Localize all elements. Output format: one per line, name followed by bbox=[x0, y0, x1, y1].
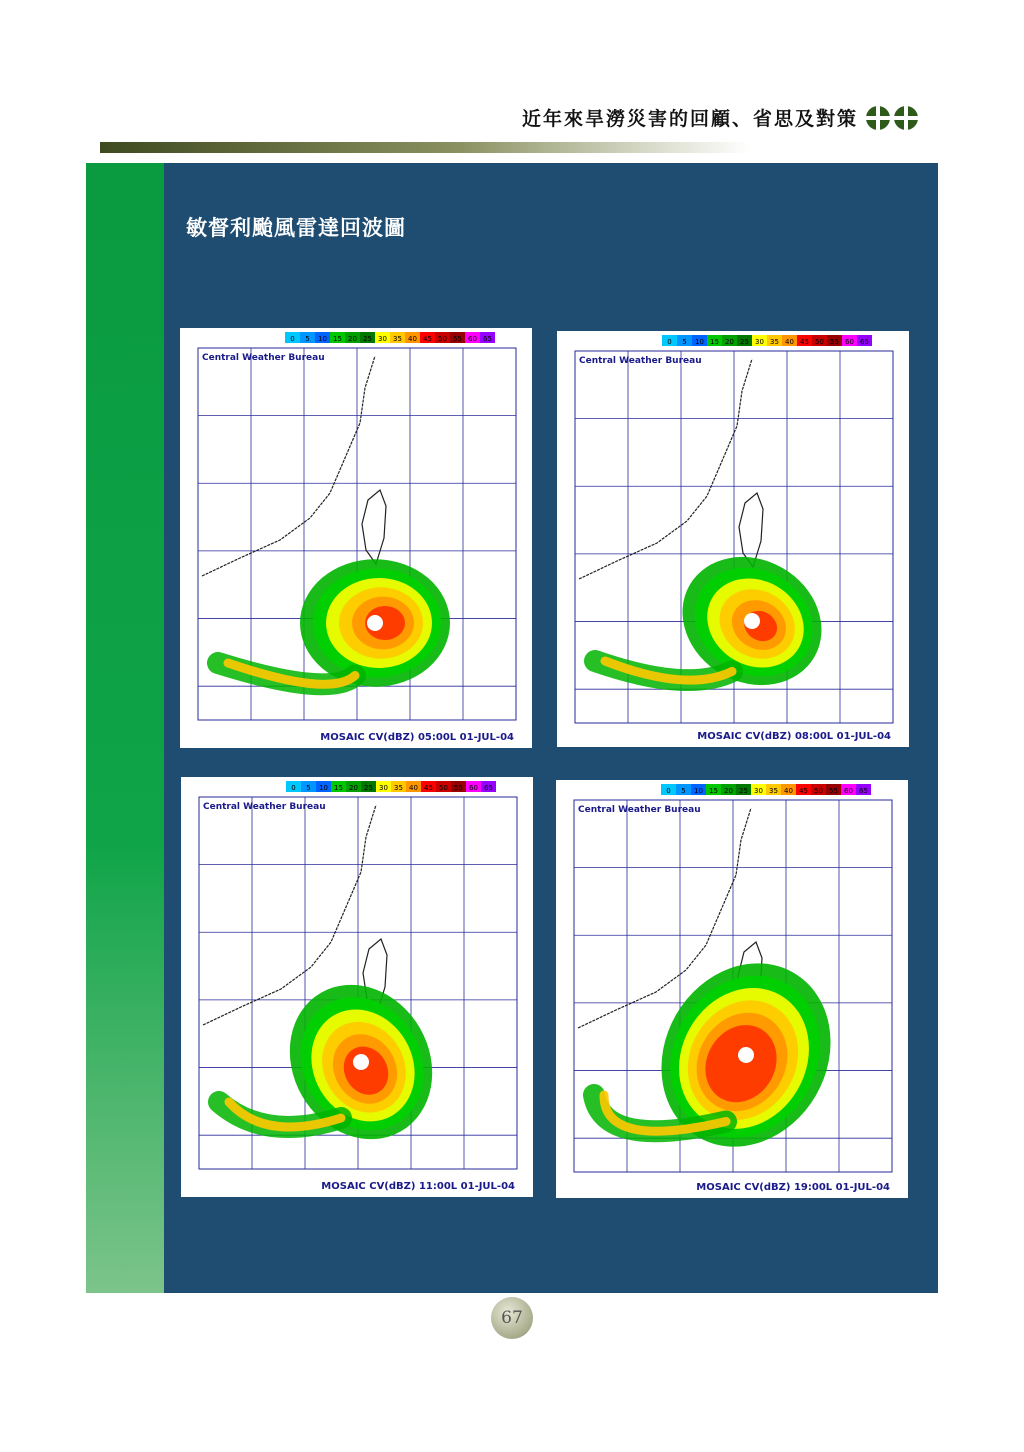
radar-svg bbox=[556, 780, 908, 1198]
colorbar-tick-label: 20 bbox=[725, 338, 734, 346]
colorbar-tick-label: 55 bbox=[830, 338, 839, 346]
agency-label: Central Weather Bureau bbox=[579, 356, 702, 366]
colorbar-tick-label: 10 bbox=[319, 784, 328, 792]
colorbar-tick-label: 10 bbox=[695, 338, 704, 346]
colorbar-tick-label: 45 bbox=[424, 784, 433, 792]
colorbar-tick-label: 50 bbox=[814, 787, 823, 795]
colorbar-tick-label: 45 bbox=[799, 787, 808, 795]
colorbar-tick-label: 15 bbox=[710, 338, 719, 346]
colorbar-tick-label: 5 bbox=[682, 338, 687, 346]
colorbar-tick-label: 10 bbox=[318, 335, 327, 343]
agency-label: Central Weather Bureau bbox=[578, 805, 701, 815]
radar-image-1 bbox=[180, 328, 532, 748]
figure-title: 敏督利颱風雷達回波圖 bbox=[186, 216, 406, 240]
colorbar-tick-label: 0 bbox=[666, 787, 671, 795]
radar-image-4 bbox=[556, 780, 908, 1198]
page-number: 67 bbox=[491, 1297, 533, 1339]
colorbar-tick-label: 35 bbox=[393, 335, 402, 343]
colorbar-tick-label: 25 bbox=[739, 787, 748, 795]
colorbar-tick-label: 25 bbox=[740, 338, 749, 346]
colorbar-tick-label: 15 bbox=[334, 784, 343, 792]
colorbar-tick-label: 65 bbox=[859, 787, 868, 795]
radar-svg bbox=[181, 777, 533, 1197]
colorbar-tick-label: 60 bbox=[845, 338, 854, 346]
colorbar-tick-label: 25 bbox=[363, 335, 372, 343]
colorbar-tick-label: 60 bbox=[844, 787, 853, 795]
colorbar-tick-label: 30 bbox=[379, 784, 388, 792]
colorbar-tick-label: 15 bbox=[333, 335, 342, 343]
colorbar-tick-label: 10 bbox=[694, 787, 703, 795]
colorbar-tick-label: 40 bbox=[784, 787, 793, 795]
radar-svg bbox=[180, 328, 532, 748]
agency-label: Central Weather Bureau bbox=[202, 353, 325, 363]
colorbar-tick-label: 45 bbox=[423, 335, 432, 343]
colorbar-tick-label: 50 bbox=[438, 335, 447, 343]
colorbar-tick-label: 35 bbox=[769, 787, 778, 795]
colorbar-tick-label: 65 bbox=[483, 335, 492, 343]
colorbar-tick-label: 5 bbox=[306, 784, 311, 792]
colorbar-tick-label: 65 bbox=[860, 338, 869, 346]
timestamp-caption: MOSAIC CV(dBZ) 19:00L 01-JUL-04 bbox=[696, 1182, 890, 1193]
colorbar-tick-label: 60 bbox=[469, 784, 478, 792]
colorbar-tick-label: 25 bbox=[364, 784, 373, 792]
header-rule bbox=[100, 142, 750, 153]
colorbar-tick-label: 55 bbox=[453, 335, 462, 343]
colorbar-tick-label: 35 bbox=[770, 338, 779, 346]
colorbar-tick-label: 35 bbox=[394, 784, 403, 792]
colorbar-tick-label: 30 bbox=[755, 338, 764, 346]
colorbar-tick-label: 20 bbox=[349, 784, 358, 792]
book-logo-icon bbox=[864, 104, 920, 132]
colorbar-tick-label: 20 bbox=[348, 335, 357, 343]
colorbar-tick-label: 15 bbox=[709, 787, 718, 795]
colorbar-tick-label: 55 bbox=[829, 787, 838, 795]
colorbar-tick-label: 45 bbox=[800, 338, 809, 346]
colorbar-tick-label: 40 bbox=[409, 784, 418, 792]
agency-label: Central Weather Bureau bbox=[203, 802, 326, 812]
colorbar-tick-label: 50 bbox=[815, 338, 824, 346]
colorbar-tick-label: 40 bbox=[785, 338, 794, 346]
colorbar-tick-label: 5 bbox=[305, 335, 310, 343]
colorbar-tick-label: 30 bbox=[378, 335, 387, 343]
storm-echo bbox=[300, 559, 450, 687]
colorbar-tick-label: 0 bbox=[291, 784, 296, 792]
colorbar-tick-label: 5 bbox=[681, 787, 686, 795]
colorbar-tick-label: 65 bbox=[484, 784, 493, 792]
colorbar-tick-label: 20 bbox=[724, 787, 733, 795]
radar-image-3 bbox=[181, 777, 533, 1197]
radar-svg bbox=[557, 331, 909, 747]
colorbar-tick-label: 40 bbox=[408, 335, 417, 343]
colorbar-tick-label: 30 bbox=[754, 787, 763, 795]
colorbar-tick-label: 60 bbox=[468, 335, 477, 343]
colorbar-tick-label: 0 bbox=[667, 338, 672, 346]
radar-image-2 bbox=[557, 331, 909, 747]
colorbar-tick-label: 0 bbox=[290, 335, 295, 343]
side-green-bar bbox=[86, 163, 164, 1293]
timestamp-caption: MOSAIC CV(dBZ) 05:00L 01-JUL-04 bbox=[320, 732, 514, 743]
colorbar-tick-label: 55 bbox=[454, 784, 463, 792]
timestamp-caption: MOSAIC CV(dBZ) 08:00L 01-JUL-04 bbox=[697, 731, 891, 742]
running-header-title: 近年來旱澇災害的回顧、省思及對策 bbox=[521, 108, 858, 130]
timestamp-caption: MOSAIC CV(dBZ) 11:00L 01-JUL-04 bbox=[321, 1181, 515, 1192]
colorbar-tick-label: 50 bbox=[439, 784, 448, 792]
